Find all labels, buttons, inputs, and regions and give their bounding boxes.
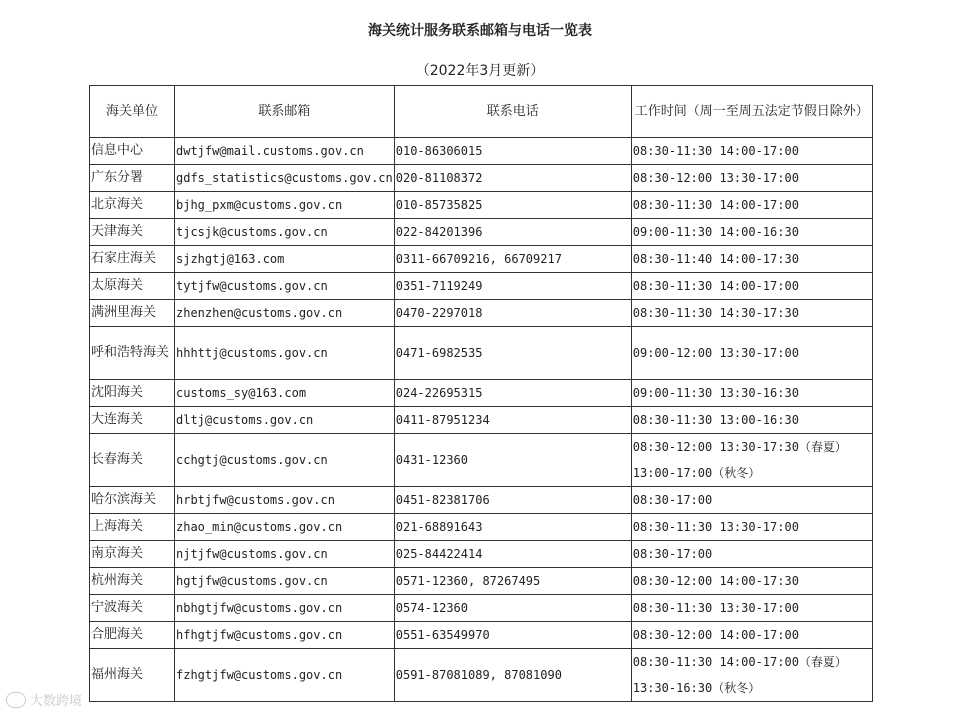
cell-phone: 022-84201396 <box>394 219 631 246</box>
cell-phone: 024-22695315 <box>394 380 631 407</box>
cell-phone: 0470-2297018 <box>394 300 631 327</box>
table-row <box>90 192 873 219</box>
table-row <box>90 407 873 434</box>
cell-phone: 0571-12360, 87267495 <box>394 568 631 595</box>
watermark <box>6 690 82 709</box>
table-row <box>90 595 873 622</box>
cell-hours: 08:30-12:00 14:00-17:00 <box>631 622 872 649</box>
cell-hours: 08:30-11:30 14:30-17:30 <box>631 300 872 327</box>
cell-hours: 08:30-11:30 14:00-17:00 <box>631 192 872 219</box>
table-row <box>90 434 873 487</box>
cell-email: gdfs_statistics@customs.gov.cn <box>175 165 395 192</box>
cell-unit: 沈阳海关 <box>90 380 175 407</box>
cell-hours: 08:30-11:30 13:30-17:00 <box>631 595 872 622</box>
cell-phone: 0574-12360 <box>394 595 631 622</box>
cell-email: cchgtj@customs.gov.cn <box>175 434 395 487</box>
cell-hours: 09:00-11:30 14:00-16:30 <box>631 219 872 246</box>
cell-phone: 0431-12360 <box>394 434 631 487</box>
cell-unit: 北京海关 <box>90 192 175 219</box>
table-row <box>90 568 873 595</box>
contact-table <box>89 85 873 702</box>
cell-phone: 0311-66709216, 66709217 <box>394 246 631 273</box>
table-row <box>90 327 873 380</box>
cell-phone: 0411-87951234 <box>394 407 631 434</box>
cell-hours: 08:30-11:30 13:00-16:30 <box>631 407 872 434</box>
table-row <box>90 622 873 649</box>
cell-hours: 08:30-11:30 14:00-17:00 <box>631 273 872 300</box>
cell-unit: 广东分署 <box>90 165 175 192</box>
cell-unit: 长春海关 <box>90 434 175 487</box>
cell-unit: 杭州海关 <box>90 568 175 595</box>
cell-email: nbhgtjfw@customs.gov.cn <box>175 595 395 622</box>
table-row <box>90 219 873 246</box>
cell-phone: 010-85735825 <box>394 192 631 219</box>
cell-unit: 上海海关 <box>90 514 175 541</box>
cell-email: fzhgtjfw@customs.gov.cn <box>175 649 395 702</box>
cell-phone: 025-84422414 <box>394 541 631 568</box>
table-row <box>90 380 873 407</box>
cell-phone: 0451-82381706 <box>394 487 631 514</box>
header-hours: 工作时间（周一至周五法定节假日除外） <box>631 86 872 138</box>
cell-email: zhenzhen@customs.gov.cn <box>175 300 395 327</box>
cell-hours: 09:00-12:00 13:30-17:00 <box>631 327 872 380</box>
cell-hours: 08:30-17:00 <box>631 487 872 514</box>
cell-hours: 08:30-11:30 14:00-17:00 <box>631 138 872 165</box>
cell-hours: 08:30-12:00 13:30-17:00 <box>631 165 872 192</box>
header-email: 联系邮箱 <box>175 86 395 138</box>
cell-unit: 宁波海关 <box>90 595 175 622</box>
table-row <box>90 165 873 192</box>
table-row <box>90 300 873 327</box>
cell-email: njtjfw@customs.gov.cn <box>175 541 395 568</box>
cell-unit: 哈尔滨海关 <box>90 487 175 514</box>
cell-email: sjzhgtj@163.com <box>175 246 395 273</box>
table-row <box>90 246 873 273</box>
cell-phone: 0351-7119249 <box>394 273 631 300</box>
table-row <box>90 514 873 541</box>
cell-email: zhao_min@customs.gov.cn <box>175 514 395 541</box>
header-phone: 联系电话 <box>394 86 631 138</box>
cell-email: hgtjfw@customs.gov.cn <box>175 568 395 595</box>
table-row <box>90 273 873 300</box>
page-title: 海关统计服务联系邮箱与电话一览表 <box>368 23 592 39</box>
cell-hours: 08:30-11:40 14:00-17:30 <box>631 246 872 273</box>
cell-hours: 08:30-12:00 13:30-17:30（春夏） 13:00-17:00（秋冬） <box>631 434 872 487</box>
table-header-row <box>90 86 873 138</box>
cell-unit: 满洲里海关 <box>90 300 175 327</box>
page-subtitle: （2022年3月更新） <box>415 63 545 79</box>
cell-email: tjcsjk@customs.gov.cn <box>175 219 395 246</box>
cell-hours: 08:30-11:30 13:30-17:00 <box>631 514 872 541</box>
cell-email: bjhg_pxm@customs.gov.cn <box>175 192 395 219</box>
cell-email: customs_sy@163.com <box>175 380 395 407</box>
cell-phone: 0591-87081089, 87081090 <box>394 649 631 702</box>
cell-hours: 09:00-11:30 13:30-16:30 <box>631 380 872 407</box>
cell-unit: 呼和浩特海关 <box>90 327 175 380</box>
cell-phone: 020-81108372 <box>394 165 631 192</box>
cell-email: dwtjfw@mail.customs.gov.cn <box>175 138 395 165</box>
cell-unit: 合肥海关 <box>90 622 175 649</box>
cell-phone: 0551-63549970 <box>394 622 631 649</box>
cell-phone: 010-86306015 <box>394 138 631 165</box>
table-row <box>90 649 873 702</box>
cell-phone: 021-68891643 <box>394 514 631 541</box>
cell-hours: 08:30-12:00 14:00-17:30 <box>631 568 872 595</box>
header-unit: 海关单位 <box>90 86 175 138</box>
cell-unit: 福州海关 <box>90 649 175 702</box>
cell-email: hhhttj@customs.gov.cn <box>175 327 395 380</box>
cell-email: tytjfw@customs.gov.cn <box>175 273 395 300</box>
cell-unit: 南京海关 <box>90 541 175 568</box>
cell-unit: 太原海关 <box>90 273 175 300</box>
watermark-logo-icon <box>6 692 26 708</box>
cell-email: dltj@customs.gov.cn <box>175 407 395 434</box>
cell-unit: 天津海关 <box>90 219 175 246</box>
cell-unit: 大连海关 <box>90 407 175 434</box>
cell-email: hfhgtjfw@customs.gov.cn <box>175 622 395 649</box>
watermark-text: 大数跨境 <box>30 694 83 709</box>
cell-hours: 08:30-11:30 14:00-17:00（春夏） 13:30-16:30（秋冬） <box>631 649 872 702</box>
cell-unit: 信息中心 <box>90 138 175 165</box>
table-row <box>90 138 873 165</box>
cell-unit: 石家庄海关 <box>90 246 175 273</box>
cell-email: hrbtjfw@customs.gov.cn <box>175 487 395 514</box>
table-row <box>90 541 873 568</box>
table-body <box>90 138 873 702</box>
cell-phone: 0471-6982535 <box>394 327 631 380</box>
cell-hours: 08:30-17:00 <box>631 541 872 568</box>
table-row <box>90 487 873 514</box>
